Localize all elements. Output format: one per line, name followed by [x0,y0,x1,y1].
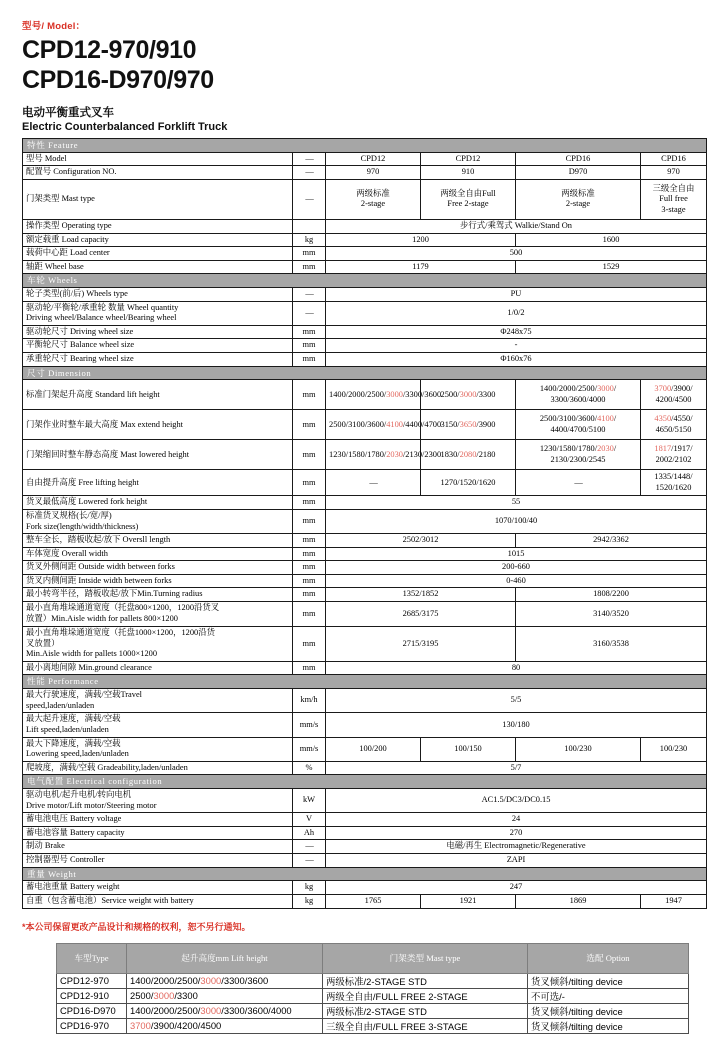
row-value-c1: 1765 [326,894,421,908]
table-row [23,689,707,713]
model-title-line1: CPD12-970/910 [22,36,197,64]
row-value-merged: 步行式/乘驾式 Walkie/Stand On [326,219,707,233]
row-value-merged: ZAPI [326,853,707,867]
row-label: 货叉最低高度 Lowered fork height [23,496,293,510]
row-unit: mm [293,602,326,627]
option-col-mast-type: 门架类型 Mast type [323,943,528,973]
row-label: 门架作业时整车最大高度 Max extend height [23,410,293,440]
row-value-right: 3160/3538 [516,627,707,662]
table-row [23,233,707,247]
row-value-merged: 1015 [326,547,707,561]
option-table-wrapper [22,943,706,1034]
row-label [23,689,293,713]
row-label: 整车全长，踏板收起/放下 Oversll length [23,534,293,548]
option-table-header-row [57,943,689,973]
row-label-line3: Min.Aisle width for pallets 1000×1200 [26,649,158,659]
table-row [23,152,707,166]
row-label: 货叉外侧间距 Outside width between forks [23,561,293,575]
row-value-c1: 1230/1580/1780/2030/2130/2300 [326,440,421,470]
row-value-merged: AC1.5/DC3/DC0.15 [326,789,707,813]
table-row [23,470,707,496]
table-row [23,661,707,675]
highlighted-value: 2080 [459,449,477,459]
row-value-merged: - [326,339,707,353]
highlighted-value: 2030 [597,444,614,454]
highlighted-value: 4350 [654,414,672,424]
row-value-c2: 910 [421,166,516,180]
option-cell-mast-type: 两级标准/2-STAGE STD [323,973,528,988]
row-value-merged: 55 [326,496,707,510]
subtitle-cn: 电动平衡重式叉车 [22,107,114,119]
mast-c2-cn: 两级全自由Full [440,188,496,198]
row-value-merged: 24 [326,813,707,827]
row-label: 自由提升高度 Free lifting height [23,470,293,496]
row-value-c4: 1335/1448/ 1520/1620 [641,470,707,496]
option-table-row [57,988,689,1003]
disclaimer-note: *本公司保留更改产品设计和规格的权利，恕不另行通知。 [22,921,251,932]
table-row [23,574,707,588]
row-unit: mm [293,260,326,274]
row-label: 制动 Brake [23,840,293,854]
table-row [23,602,707,627]
table-row [23,881,707,895]
row-label-line1: 最小直角堆垛通道宽度（托盘800×1200，1200沿货叉 [26,603,220,613]
row-label: 货叉内侧间距 Intside width between forks [23,574,293,588]
row-value-c4: 4350/4550/ 4650/5150 [641,410,707,440]
row-value-merged: Φ160x76 [326,353,707,367]
row-label [23,713,293,737]
row-value-merged: 5/5 [326,689,707,713]
row-label-line1: 驱动电机/起升电机/转向电机 [26,790,132,800]
row-value-c3: — [516,470,641,496]
row-unit: % [293,761,326,775]
row-unit: — [293,301,326,325]
highlighted-value: 3000 [459,389,477,399]
row-value-merged: PU [326,288,707,302]
highlighted-value: 3700 [654,384,672,394]
row-label: 平衡轮尺寸 Balance wheel size [23,339,293,353]
row-value-c1: 2500/3100/3600/4100/4400/4700 [326,410,421,440]
table-row [23,561,707,575]
table-row [23,219,707,233]
row-unit: V [293,813,326,827]
highlighted-value: 3650 [459,419,477,429]
row-unit: mm [293,661,326,675]
row-value-c1: 1400/2000/2500/3000/3300/3600 [326,380,421,410]
page-title [22,36,706,95]
row-value-merged: 200-660 [326,561,707,575]
row-label-line2: Fork size(length/width/thickness) [26,521,139,531]
row-value-c4: 1947 [641,894,707,908]
row-value-left: 1352/1852 [326,588,516,602]
table-row [23,301,707,325]
option-cell-mast-type: 两级标准/2-STAGE STD [323,1003,528,1018]
row-value-c2: 1921 [421,894,516,908]
section-header-wheels [23,274,707,288]
row-value-left: 1200 [326,233,516,247]
highlighted-value: 3000 [200,1005,222,1017]
highlighted-value: 2030 [386,449,403,459]
table-row [23,713,707,737]
row-value-c2: 3150/3650/3900 [421,410,516,440]
row-value-c2 [421,179,516,219]
row-label [23,627,293,662]
section-label-dimension: 尺寸 Dimension [23,366,707,380]
row-unit: mm [293,247,326,261]
option-cell-lift-height: 3700/3900/4200/4500 [127,1018,323,1033]
section-header-feature [23,139,707,153]
table-row [23,496,707,510]
row-value-c3: CPD16 [516,152,641,166]
row-value-left: 1179 [326,260,516,274]
row-value-c1 [326,179,421,219]
option-cell-type: CPD16-970 [57,1018,127,1033]
row-value-c4: 1817/1917/ 2002/2102 [641,440,707,470]
row-label: 蓄电池容量 Battery capacity [23,826,293,840]
row-value-merged: 电磁/再生 Electromagnetic/Regenerative [326,840,707,854]
row-value-c2: 1270/1520/1620 [421,470,516,496]
option-table-row [57,1018,689,1033]
row-value-c3: D970 [516,166,641,180]
table-row [23,260,707,274]
option-cell-type: CPD12-970 [57,973,127,988]
row-label: 轮子类型(前/后) Wheels type [23,288,293,302]
row-label-line1: 驱动轮/平衡轮/承重轮 数量 Wheel quantity [26,302,179,312]
table-row [23,534,707,548]
row-label [23,301,293,325]
row-unit: mm/s [293,737,326,761]
highlighted-value: 3000 [597,384,614,394]
option-table-body [57,973,689,1033]
row-label: 蓄电池电压 Battery voltage [23,813,293,827]
row-unit: mm [293,588,326,602]
table-row [23,325,707,339]
section-header-electrical [23,775,707,789]
row-unit: mm [293,561,326,575]
option-cell-option: 货叉倾斜/tilting device [528,1003,689,1018]
row-label-line1: 最大下降速度，满载/空载 [26,738,121,748]
model-option-table [56,943,689,1034]
table-row [23,853,707,867]
row-label: 爬坡度，满载/空载 Gradeability,laden/unladen [23,761,293,775]
row-unit: mm [293,440,326,470]
section-label-weight: 重量 Weight [23,867,707,881]
model-label-en: / Model： [41,21,86,32]
row-label: 操作类型 Operating type [23,219,293,233]
row-label-line2: speed,laden/unladen [26,700,95,710]
table-row [23,813,707,827]
option-cell-option: 货叉倾斜/tilting device [528,1018,689,1033]
section-label-electrical: 电气配置 Electrical configuration [23,775,707,789]
row-value-merged: 500 [326,247,707,261]
row-value-c4: 970 [641,166,707,180]
row-label: 蓄电池重量 Battery weight [23,881,293,895]
option-cell-option: 货叉倾斜/tilting device [528,973,689,988]
row-unit: mm [293,627,326,662]
row-value-c2: 2500/3000/3300 [421,380,516,410]
row-value-c3 [516,179,641,219]
row-label: 型号 Model [23,152,293,166]
row-value-c3: 1230/1580/1780/2030/ 2130/2300/2545 [516,440,641,470]
row-label: 额定载重 Load capacity [23,233,293,247]
row-value-c4: 3700/3900/ 4200/4500 [641,380,707,410]
table-row [23,627,707,662]
row-value-c3: 100/230 [516,737,641,761]
option-cell-mast-type: 两级全自由/FULL FREE 2-STAGE [323,988,528,1003]
option-table-row [57,1003,689,1018]
row-value-right: 1808/2200 [516,588,707,602]
option-col-lift-height: 起升高度mm Lift height [127,943,323,973]
mast-c1-cn: 两级标准 [356,188,390,198]
row-value-right: 1600 [516,233,707,247]
row-label [23,602,293,627]
row-value-c2: 1830/2080/2180 [421,440,516,470]
section-header-dimension [23,366,707,380]
table-row [23,547,707,561]
row-value-left: 2715/3195 [326,627,516,662]
row-label: 门架类型 Mast type [23,179,293,219]
mast-c1-en: 2-stage [360,199,386,209]
row-value-merged: 1070/100/40 [326,510,707,534]
table-row [23,588,707,602]
row-label-line2: Lowering speed,laden/unladen [26,749,129,759]
row-value-merged: Φ248x75 [326,325,707,339]
table-row [23,288,707,302]
option-cell-lift-height: 1400/2000/2500/3000/3300/3600 [127,973,323,988]
table-row [23,410,707,440]
section-label-performance: 性能 Performance [23,675,707,689]
row-value-right: 1529 [516,260,707,274]
row-unit: mm [293,380,326,410]
row-unit: mm [293,510,326,534]
row-unit: — [293,288,326,302]
row-label-line1: 最大行驶速度，满载/空载Travel [26,690,143,700]
row-label-line2: Lift speed,laden/unladen [26,724,109,734]
row-unit: — [293,152,326,166]
row-value-c3: 1869 [516,894,641,908]
row-value-c1: — [326,470,421,496]
row-value-c1: 970 [326,166,421,180]
row-label: 控制器型号 Controller [23,853,293,867]
row-unit: — [293,840,326,854]
row-label: 最小离地间隙 Min.ground clearance [23,661,293,675]
row-label: 最小转弯半径，踏板收起/放下Min.Turning radius [23,588,293,602]
row-unit: mm [293,410,326,440]
row-label: 载荷中心距 Load center [23,247,293,261]
row-label: 配置号 Configuration NO. [23,166,293,180]
table-row [23,166,707,180]
option-col-type: 车型Type [57,943,127,973]
table-row [23,510,707,534]
row-value-c4: 100/230 [641,737,707,761]
row-label [23,789,293,813]
row-value-merged: 0-460 [326,574,707,588]
mast-c2-en: Free 2-stage [447,199,489,209]
row-value-merged: 80 [326,661,707,675]
row-value-right: 3140/3520 [516,602,707,627]
row-unit: mm [293,339,326,353]
row-value-merged: 1/0/2 [326,301,707,325]
row-label-line1: 最大起升速度，满载/空载 [26,714,121,724]
row-label: 驱动轮尺寸 Driving wheel size [23,325,293,339]
row-label: 门架缩回时整车静态高度 Mast lowered height [23,440,293,470]
row-unit: km/h [293,689,326,713]
section-label-wheels: 车轮 Wheels [23,274,707,288]
row-value-c3: 2500/3100/3600/4100/ 4400/4700/5100 [516,410,641,440]
row-unit [293,219,326,233]
model-label-cn: 型号 [22,21,42,32]
row-label-line1: 标准货叉规格(长/宽/厚) [26,511,112,520]
option-cell-type: CPD12-910 [57,988,127,1003]
table-row [23,826,707,840]
row-unit: mm [293,534,326,548]
row-value-c4 [641,179,707,219]
row-label: 自重（包含蓄电池）Service weight with battery [23,894,293,908]
table-row [23,339,707,353]
highlighted-value: 3700 [130,1020,151,1032]
table-row [23,737,707,761]
mast-c4-en2: 3-stage [661,204,686,214]
row-unit: — [293,166,326,180]
row-unit: — [293,179,326,219]
row-value-c2: 100/150 [421,737,516,761]
row-unit: mm [293,353,326,367]
highlighted-value: 1817 [654,444,672,454]
row-value-merged: 270 [326,826,707,840]
option-cell-option: 不可选/- [528,988,689,1003]
highlighted-value: 3000 [153,990,175,1002]
option-table-row [57,973,689,988]
row-label: 车体宽度 Overall width [23,547,293,561]
table-row [23,761,707,775]
section-label-feature: 特性 Feature [23,139,707,153]
row-value-c1: CPD12 [326,152,421,166]
row-label-line2: Driving wheel/Balance wheel/Bearing wheel [26,313,177,323]
row-label-line2: 放置）Min.Aisle width for pallets 800×1200 [26,614,178,624]
row-unit: — [293,853,326,867]
model-title-line2: CPD16-D970/970 [22,65,214,94]
row-value-merged: 5/7 [326,761,707,775]
specification-table [22,138,707,909]
row-unit: mm [293,470,326,496]
table-row [23,789,707,813]
row-unit: kg [293,233,326,247]
option-cell-lift-height: 1400/2000/2500/3000/3300/3600/4000 [127,1003,323,1018]
highlighted-value: 3000 [386,389,403,399]
model-label [22,18,706,32]
row-label [23,510,293,534]
row-unit: mm/s [293,713,326,737]
row-unit: Ah [293,826,326,840]
row-unit: kW [293,789,326,813]
mast-c4-cn: 三级全自由 [652,183,695,193]
row-unit: mm [293,325,326,339]
row-value-left: 2685/3175 [326,602,516,627]
table-row [23,353,707,367]
table-row [23,894,707,908]
section-header-performance [23,675,707,689]
row-value-merged: 130/180 [326,713,707,737]
highlighted-value: 3000 [200,975,222,987]
row-label: 轴距 Wheel base [23,260,293,274]
table-row [23,179,707,219]
table-row [23,380,707,410]
mast-c3-cn: 两级标准 [561,188,595,198]
row-label-line1: 最小直角堆垛通道宽度（托盘1000×1200，1200沿货 [26,628,215,638]
row-value-left: 2502/3012 [326,534,516,548]
option-cell-lift-height: 2500/3000/3300 [127,988,323,1003]
row-value-c4: CPD16 [641,152,707,166]
row-label: 承重轮尺寸 Bearing wheel size [23,353,293,367]
row-unit: kg [293,894,326,908]
row-value-c1: 100/200 [326,737,421,761]
mast-c4-en1: Full free [659,194,688,204]
mast-c3-en: 2-stage [565,199,591,209]
subtitle-en: Electric Counterbalanced Forklift Truck [22,121,228,133]
row-label [23,737,293,761]
option-col-option: 选配 Option [528,943,689,973]
row-unit: mm [293,574,326,588]
row-label: 标准门架起升高度 Standard lift height [23,380,293,410]
row-label-line2: Drive motor/Lift motor/Steering motor [26,800,157,810]
row-unit: kg [293,881,326,895]
row-unit: mm [293,547,326,561]
table-row [23,247,707,261]
table-row [23,840,707,854]
section-header-weight [23,867,707,881]
highlighted-value: 4100 [386,419,403,429]
highlighted-value: 4100 [597,414,614,424]
row-value-merged: 247 [326,881,707,895]
row-value-c3: 1400/2000/2500/3000/ 3300/3600/4000 [516,380,641,410]
table-row [23,440,707,470]
spec-sheet-page [0,18,728,1042]
option-cell-type: CPD16-D970 [57,1003,127,1018]
row-label-line2: 叉放置） [26,638,60,648]
row-value-c2: CPD12 [421,152,516,166]
row-unit: mm [293,496,326,510]
option-cell-mast-type: 三级全自由/FULL FREE 3-STAGE [323,1018,528,1033]
row-value-right: 2942/3362 [516,534,707,548]
